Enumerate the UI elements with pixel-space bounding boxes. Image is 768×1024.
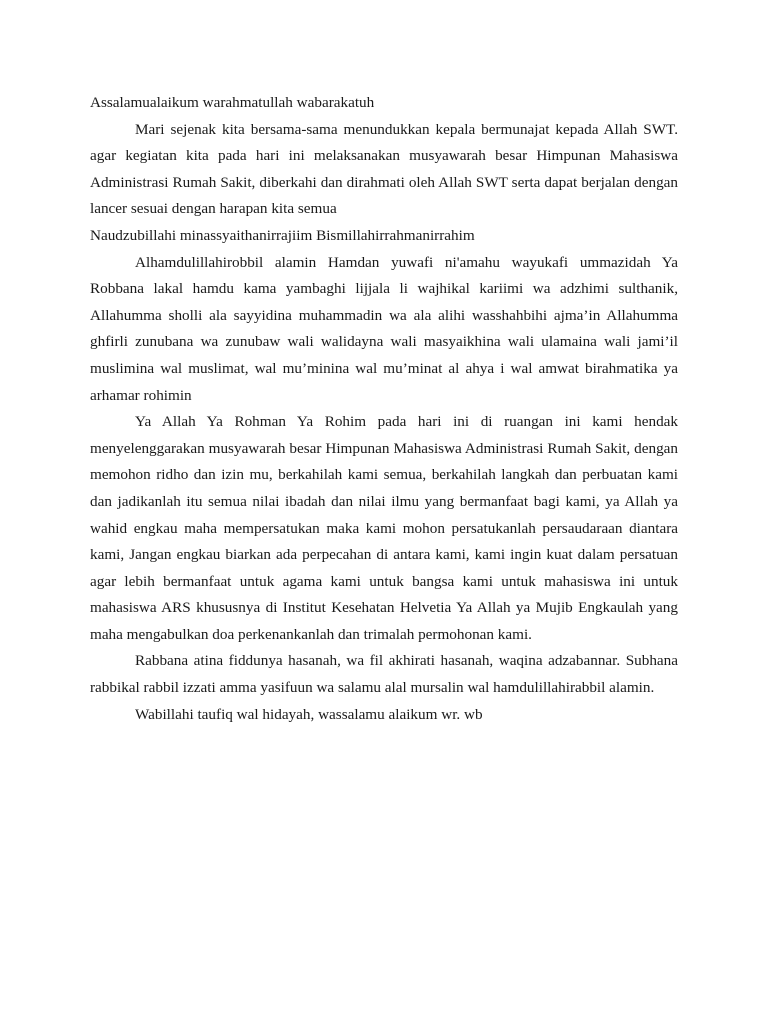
closing-line: Wabillahi taufiq wal hidayah, wassalamu alaikum wr. wb — [135, 705, 483, 723]
hamdalah-paragraph: Alhamdulillahirobbil alamin Hamdan yuwafi ni'amahu wayukafi ummazidah Ya Robbana lakal hamdu kama yambaghi lijjala li wajhikal kariimi wa adzhimi sulthanik, Allahumma sholli ala sayyidina muhammadin wa ala alihi wasshahbihi ajma’in Allahumma ghfirli zunubana wa zunubaw wali walidayna wali masyaikhina wali ulamaina wali jami’il muslimina wal muslimat, wal mu’minina wal mu’minat al ahya i wal amwat birahmatika ya arhamar rohimin — [90, 253, 678, 404]
opening-paragraph: Mari sejenak kita bersama-sama menundukkan kepala bermunajat kepada Allah SWT. agar kegiatan kita pada hari ini melaksanakan musyawarah besar Himpunan Mahasiswa Administrasi Rumah Sakit, diberkahi dan dirahmati oleh Allah SWT serta dapat berjalan dengan lancer sesuai dengan harapan kita semua — [90, 120, 678, 218]
rabbana-paragraph: Rabbana atina fiddunya hasanah, wa fil akhirati hasanah, waqina adzabannar. Subhana rabbikal rabbil izzati amma yasifuun wa salamu alal mursalin wal hamdulillahirabbil alamin. — [90, 652, 678, 697]
prayer-paragraph: Ya Allah Ya Rohman Ya Rohim pada hari ini di ruangan ini kami hendak menyelenggarakan musyawarah besar Himpunan Mahasiswa Administrasi Rumah Sakit, dengan memohon ridho dan izin mu, berkahilah kami semua, berkahilah langkah dan perbuatan kami dan jadikanlah itu semua nilai ibadah dan nilai ilmu yang bermanfaat bagi kami, ya Allah ya wahid engkau maha mempersatukan maka kami mohon persatukanlah persaudaraan diantara kami, Jangan engkau biarkan ada perpecahan di antara kami, kami ingin kuat dalam persatuan agar lebih bermanfaat untuk agama kami untuk bangsa kami untuk mahasiswa ini untuk mahasiswa ARS khususnya di Institut Kesehatan Helvetia Ya Allah ya Mujib Engkaulah yang maha mengabulkan doa perkenankanlah dan trimalah permohonan kami. — [90, 413, 678, 643]
taawudz-line: Naudzubillahi minassyaithanirrajiim Bismillahirrahmanirrahim — [90, 226, 475, 244]
greeting-line: Assalamualaikum warahmatullah wabarakatuh — [90, 94, 375, 111]
document-page — [90, 90, 678, 728]
